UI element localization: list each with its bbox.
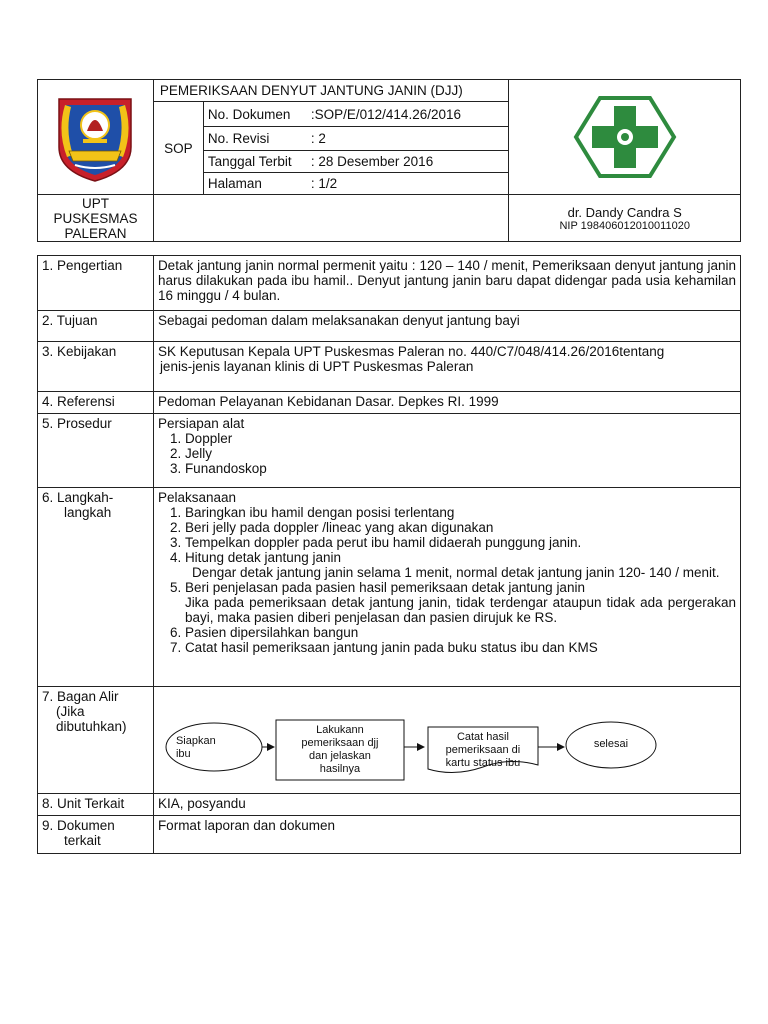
kebijakan-label: 3. Kebijakan <box>38 342 154 392</box>
langkah-label-line-1: 6. Langkah- <box>42 490 114 505</box>
revision-row <box>203 127 509 151</box>
signer-nip: NIP 198406012010011020 <box>559 219 690 232</box>
flow-step1-line-2: pemeriksaan djj <box>301 737 379 749</box>
flow-step1-line-3: dan jelaskan <box>309 750 371 762</box>
referensi-label: 4. Referensi <box>38 392 154 414</box>
flowchart <box>153 687 740 794</box>
sop-header-table <box>37 79 741 242</box>
kebijakan-line-2: jenis-jenis layanan klinis di UPT Puskesmas Paleran <box>159 359 474 374</box>
org-line-2: PUSKESMAS <box>53 210 138 226</box>
doc-number-value: :SOP/E/012/414.26/2016 <box>310 106 461 122</box>
puskesmas-cross-icon <box>570 92 680 182</box>
issue-date-label: Tanggal Terbit <box>207 154 292 169</box>
dokumen-text: Format laporan dan dokumen <box>153 816 740 854</box>
page-row <box>203 173 509 195</box>
item-number: 2. <box>169 520 182 535</box>
flow-end: selesai <box>593 738 629 750</box>
flow-step1-line-1: Lakukann <box>316 724 364 736</box>
item-number: 1. <box>169 505 182 520</box>
org-name <box>38 195 154 242</box>
sop-body-table <box>37 255 741 854</box>
item-text: Funandoskop <box>184 461 267 476</box>
signer-name: dr. Dandy Candra S <box>567 204 682 220</box>
bagan-label-line-3: dibutuhkan) <box>56 719 127 734</box>
list-item <box>158 446 736 461</box>
unit-label: 8. Unit Terkait <box>38 794 154 816</box>
flow-step2-line-3: kartu status ibu <box>445 757 521 769</box>
unit-text: KIA, posyandu <box>153 794 740 816</box>
dokumen-label <box>38 816 154 854</box>
step-4-detail: Dengar detak jantung janin selama 1 menit, normal detak jantung janin 120- 140 / menit. <box>191 565 720 580</box>
flow-start <box>176 735 226 761</box>
revision-value: : 2 <box>310 131 326 146</box>
item-text: Hitung detak jantung janin <box>184 550 342 565</box>
prosedur-content <box>153 414 740 488</box>
list-item <box>158 640 736 655</box>
left-logo-cell <box>38 80 154 195</box>
dokumen-label-line-2: terkait <box>64 833 101 848</box>
prosedur-label: 5. Prosedur <box>38 414 154 488</box>
list-item <box>158 431 736 446</box>
item-number: 3. <box>169 461 182 476</box>
issue-date-value: : 28 Desember 2016 <box>310 154 434 169</box>
step-5-detail: Jika pada pemeriksaan detak jantung janin, tidak terdengar ataupun tidak ada pergerakan bayi, maka pasien diberi penjelasan dan pasien dirujuk ke RS. <box>184 595 736 625</box>
tujuan-label: 2. Tujuan <box>38 311 154 342</box>
item-text: Catat hasil pemeriksaan jantung janin pada buku status ibu dan KMS <box>184 640 598 655</box>
referensi-text: Pedoman Pelayanan Kebidanan Dasar. Depkes RI. 1999 <box>153 392 740 414</box>
org-line-3: PALERAN <box>64 225 127 241</box>
item-number: 4. <box>169 550 182 565</box>
bagan-label-line-2: (Jika <box>56 704 85 719</box>
langkah-heading: Pelaksanaan <box>157 490 236 505</box>
list-item <box>158 520 736 535</box>
pengertian-label: 1. Pengertian <box>38 256 154 311</box>
sop-title: PEMERIKSAAN DENYUT JANTUNG JANIN (DJJ) <box>153 80 508 102</box>
sop-label: SOP <box>153 102 203 195</box>
kebijakan-text <box>153 342 740 392</box>
flow-start-line-2: ibu <box>175 748 191 760</box>
item-text: Pasien dipersilahkan bangun <box>184 625 359 640</box>
doc-number-row <box>203 102 509 127</box>
list-item <box>158 461 736 476</box>
revision-label: No. Revisi <box>207 131 270 146</box>
page-value: : 1/2 <box>310 176 338 191</box>
item-number: 1. <box>169 431 182 446</box>
bagan-label-line-1: 7. Bagan Alir <box>42 689 119 704</box>
flow-step2 <box>428 731 538 770</box>
list-item <box>158 505 736 520</box>
org-line-1: UPT <box>81 195 109 211</box>
issue-date-row <box>203 151 509 173</box>
page-label: Halaman <box>207 176 262 191</box>
kebijakan-line-1: SK Keputusan Kepala UPT Puskesmas Paleran no. 440/C7/048/414.26/2016tentang <box>157 344 665 359</box>
item-text: Tempelkan doppler pada perut ibu hamil didaerah punggung janin. <box>184 535 582 550</box>
dokumen-label-line-1: 9. Dokumen <box>42 818 115 833</box>
bagan-label <box>38 687 154 794</box>
langkah-label-line-2: langkah <box>64 505 112 520</box>
flow-step1-line-4: hasilnya <box>319 763 361 775</box>
flow-step2-line-1: Catat hasil <box>456 731 509 743</box>
list-item <box>158 580 736 595</box>
list-item <box>158 535 736 550</box>
item-number: 5. <box>169 580 182 595</box>
item-number: 6. <box>169 625 182 640</box>
item-text: Beri jelly pada doppler /lineac yang akan digunakan <box>184 520 494 535</box>
langkah-label <box>38 488 154 687</box>
item-number: 7. <box>169 640 182 655</box>
flow-start-line-1: Siapkan <box>175 735 216 747</box>
right-logo-cell <box>509 80 741 195</box>
pengertian-text: Detak jantung janin normal permenit yaitu : 120 – 140 / menit, Pemeriksaan denyut jantung janin harus dilakukan pada ibu hamil.. Denyut jantung janin baru dapat didengar pada usia kehamilan 16 minggu / 4 bulan. <box>153 256 740 311</box>
flow-step1 <box>276 724 404 776</box>
flow-step2-line-2: pemeriksaan di <box>445 744 521 756</box>
regency-crest-icon <box>53 91 137 183</box>
item-number: 3. <box>169 535 182 550</box>
item-text: Beri penjelasan pada pasien hasil pemeriksaan detak jantung janin <box>184 580 585 595</box>
prosedur-heading: Persiapan alat <box>157 416 245 431</box>
item-number: 2. <box>169 446 182 461</box>
list-item <box>158 625 736 640</box>
item-text: Doppler <box>184 431 233 446</box>
signer-block <box>509 195 741 242</box>
item-text: Jelly <box>184 446 212 461</box>
item-text: Baringkan ibu hamil dengan posisi terlentang <box>184 505 455 520</box>
doc-number-label: No. Dokumen <box>207 106 291 122</box>
langkah-content <box>153 488 740 687</box>
tujuan-text: Sebagai pedoman dalam melaksanakan denyut jantung bayi <box>153 311 740 342</box>
empty-cell <box>153 195 508 242</box>
list-item <box>158 550 736 565</box>
